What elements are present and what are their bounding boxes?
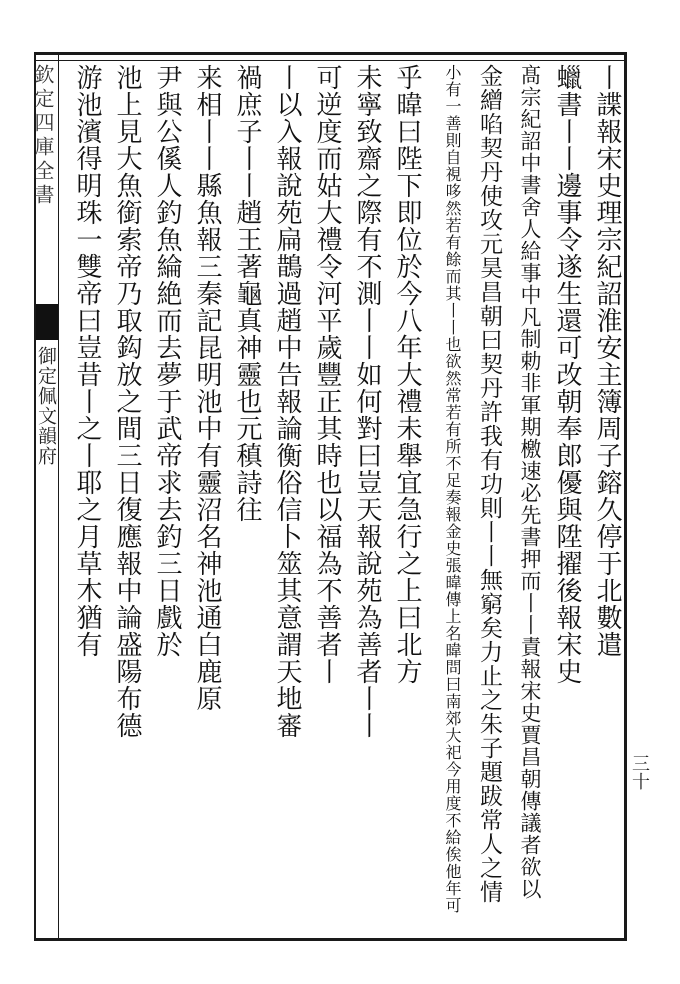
top-border <box>34 52 626 55</box>
text-column: 乎暐曰陛下即位於今八年大禮未舉宜急行之上曰北方 <box>392 64 422 685</box>
page-number: 三十 <box>629 754 650 790</box>
text-column: 金繒啗契丹使攻元昊昌朝曰契丹許我有功則丨丨無窮矣力止之朱子題跋常人之情 <box>476 64 502 904</box>
bottom-border <box>34 938 626 941</box>
text-column: 尹與公傒人釣魚綸絶而去夢于武帝求去釣三日戲於 <box>152 64 182 658</box>
text-column: 池上見大魚銜索帝乃取鈎放之間三日復應報中論盛陽布德 <box>112 64 142 739</box>
text-column: 髙宗紀詔中書舍人給事中凡制勅非軍期檄速必先書押而丨丨責報宋史賈昌朝傳議者欲以 <box>518 64 542 900</box>
text-column: 小有一善則自視哆然若有餘而其丨丨也欲然常若有所不足奏報金史張暐傳上名暐問曰南郊大祀今用度不給俟他年可 <box>443 64 462 914</box>
text-column: 丨以入報說苑扁鵲過趙中告報論衡俗信卜筮其意謂天地審 <box>272 64 302 739</box>
right-border <box>624 52 627 941</box>
text-column: 来相丨丨縣魚報三秦記昆明池中有靈沼名神池通白鹿原 <box>192 64 222 712</box>
text-column: 丨諜報宋史理宗紀詔淮安主簿周子鎔久停于北數遣 <box>592 64 622 658</box>
text-column: 可逆度而姑大禮令河平歲豐正其時也以福為不善者丨 <box>312 64 342 685</box>
text-column: 蠟書丨丨邊事令遂生還可改朝奉郎優與陞擢後報宋史 <box>552 64 582 685</box>
fishtail-mark <box>36 304 58 340</box>
text-column: 禍庶子丨丨趙王著龜真神靈也元稹詩往 <box>232 64 262 523</box>
text-column: 未寧致齋之際有不測丨丨如何對曰豈天報說苑為善者丨丨 <box>352 64 382 739</box>
top-inner-border <box>34 60 626 61</box>
running-head: 欽定四庫全書 <box>31 64 55 208</box>
book-title: 御定佩文韻府 <box>35 346 57 466</box>
margin-divider <box>58 52 59 941</box>
text-column: 游池濱得明珠一雙帝曰豈昔丨之丨耶之月草木猶有 <box>72 64 102 658</box>
